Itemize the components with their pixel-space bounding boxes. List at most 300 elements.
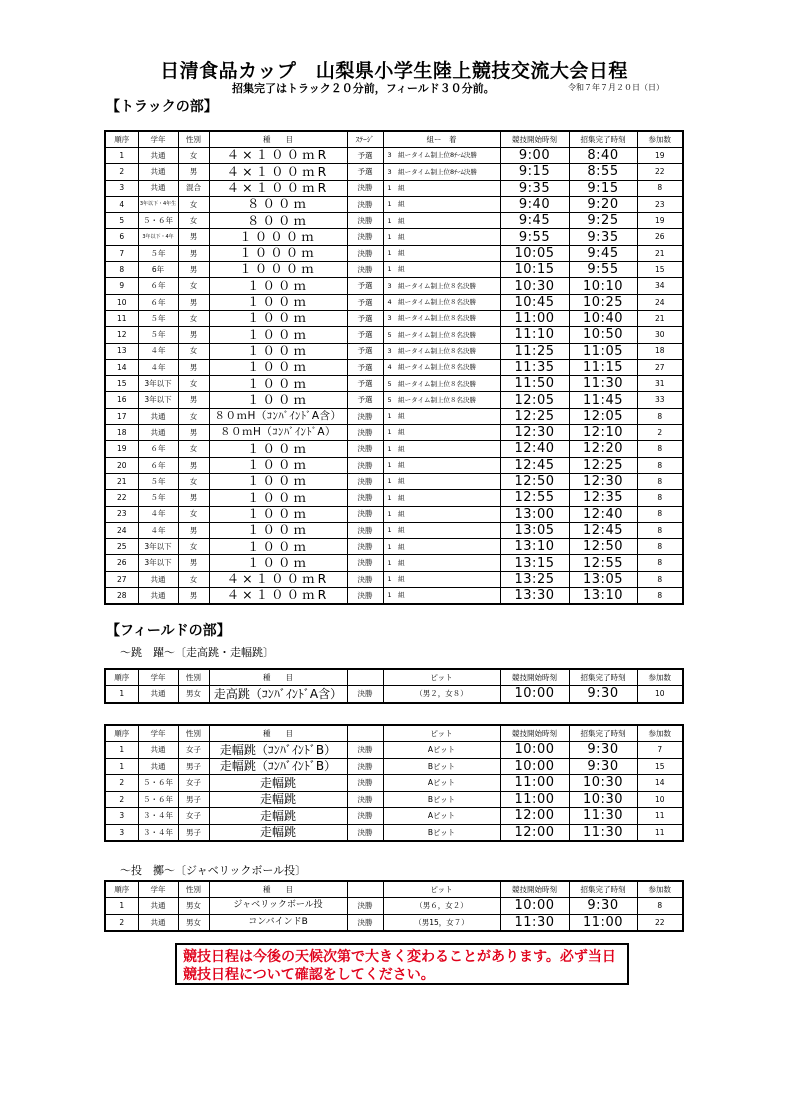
- cell-entries: 22: [637, 914, 683, 931]
- cell-call-time: 9:15: [569, 180, 637, 196]
- cell-stage: 決勝: [347, 180, 383, 196]
- cell-gender: 女: [178, 441, 209, 457]
- cell-stage: 決勝: [347, 824, 383, 841]
- cell-event: １００ｍ: [209, 294, 347, 310]
- cell-stage: 予選: [347, 278, 383, 294]
- cell-order: 13: [105, 343, 138, 359]
- cell-order: 20: [105, 457, 138, 473]
- cell-gender: 女: [178, 343, 209, 359]
- cell-stage: 決勝: [347, 245, 383, 261]
- table-row: [105, 164, 683, 180]
- cell-group: Aピット: [383, 742, 500, 759]
- weather-notice: 競技日程は今後の天候次第で大きく変わることがあります。必ず当日競技日程について確認をしてください。: [175, 943, 629, 985]
- cell-event: ４×１００ｍR: [209, 588, 347, 605]
- header-order: 順序: [105, 725, 138, 742]
- cell-start-time: 11:25: [500, 343, 569, 359]
- cell-call-time: 10:30: [569, 775, 637, 792]
- cell-start-time: 13:05: [500, 522, 569, 538]
- table-row: [105, 327, 683, 343]
- cell-gender: 女: [178, 376, 209, 392]
- header-group: 組ー 着: [383, 131, 500, 148]
- cell-call-time: 9:45: [569, 245, 637, 261]
- cell-start-time: 10:45: [500, 294, 569, 310]
- event-date: 令和７年７月２０日（日）: [568, 83, 664, 92]
- table-row: [105, 359, 683, 375]
- cell-event: ジャベリックボール投: [209, 898, 347, 915]
- cell-event: １００ｍ: [209, 376, 347, 392]
- cell-grade: ６年: [138, 441, 178, 457]
- cell-start-time: 12:55: [500, 490, 569, 506]
- cell-gender: 男: [178, 555, 209, 571]
- cell-order: 27: [105, 571, 138, 587]
- cell-event: 走幅跳: [209, 808, 347, 825]
- cell-group: 1 組: [383, 262, 500, 278]
- cell-entries: 18: [637, 343, 683, 359]
- cell-call-time: 11:00: [569, 914, 637, 931]
- cell-entries: 22: [637, 164, 683, 180]
- cell-event: ４×１００ｍR: [209, 148, 347, 164]
- cell-entries: 27: [637, 359, 683, 375]
- table-row: [105, 791, 683, 808]
- cell-call-time: 12:50: [569, 539, 637, 555]
- cell-call-time: 9:30: [569, 898, 637, 915]
- cell-stage: 決勝: [347, 522, 383, 538]
- cell-start-time: 11:50: [500, 376, 569, 392]
- cell-stage: 決勝: [347, 898, 383, 915]
- cell-order: 10: [105, 294, 138, 310]
- cell-event: １００ｍ: [209, 506, 347, 522]
- cell-entries: 15: [637, 262, 683, 278]
- cell-call-time: 10:40: [569, 310, 637, 326]
- cell-grade: 3年以下: [138, 539, 178, 555]
- cell-group: 4 組ータイム制上位８名決勝: [383, 294, 500, 310]
- cell-stage: 決勝: [347, 555, 383, 571]
- cell-start-time: 12:40: [500, 441, 569, 457]
- cell-gender: 男: [178, 327, 209, 343]
- table-row: [105, 408, 683, 424]
- cell-order: 21: [105, 473, 138, 489]
- track-schedule-table: [104, 130, 684, 605]
- cell-entries: 11: [637, 808, 683, 825]
- cell-start-time: 12:25: [500, 408, 569, 424]
- cell-gender: 男子: [178, 824, 209, 841]
- table-row: [105, 376, 683, 392]
- cell-grade: 3年以下・4年生: [138, 196, 178, 212]
- cell-order: 17: [105, 408, 138, 424]
- cell-call-time: 12:20: [569, 441, 637, 457]
- cell-order: 12: [105, 327, 138, 343]
- table-row: [105, 343, 683, 359]
- cell-group: 1 組: [383, 245, 500, 261]
- cell-order: 11: [105, 310, 138, 326]
- cell-call-time: 12:55: [569, 555, 637, 571]
- cell-start-time: 9:45: [500, 213, 569, 229]
- table-row: [105, 441, 683, 457]
- cell-grade: ３・４年: [138, 808, 178, 825]
- cell-call-time: 11:30: [569, 376, 637, 392]
- cell-call-time: 8:55: [569, 164, 637, 180]
- cell-group: 1 組: [383, 473, 500, 489]
- cell-group: Aピット: [383, 808, 500, 825]
- cell-start-time: 12:30: [500, 425, 569, 441]
- cell-grade: ５・６年: [138, 791, 178, 808]
- cell-group: （男15，女７）: [383, 914, 500, 931]
- field-section-heading: 【フィールドの部】: [106, 623, 231, 639]
- cell-start-time: 12:00: [500, 808, 569, 825]
- header-event: 種 目: [209, 669, 347, 686]
- cell-stage: 予選: [347, 327, 383, 343]
- cell-gender: 女子: [178, 742, 209, 759]
- cell-order: 1: [105, 898, 138, 915]
- cell-stage: 決勝: [347, 229, 383, 245]
- cell-order: 23: [105, 506, 138, 522]
- header-grade: 学年: [138, 881, 178, 898]
- cell-group: 3 組ータイム制上位8ﾁｰﾑ決勝: [383, 148, 500, 164]
- cell-gender: 女子: [178, 775, 209, 792]
- cell-grade: 3年以下・4年: [138, 229, 178, 245]
- cell-entries: 8: [637, 539, 683, 555]
- cell-call-time: 11:05: [569, 343, 637, 359]
- cell-stage: 予選: [347, 392, 383, 408]
- cell-stage: 決勝: [347, 196, 383, 212]
- cell-group: 5 組ータイム制上位８名決勝: [383, 327, 500, 343]
- header-stage: [347, 669, 383, 686]
- header-group: ピット: [383, 881, 500, 898]
- cell-start-time: 10:00: [500, 758, 569, 775]
- cell-order: 5: [105, 213, 138, 229]
- cell-event: １０００ｍ: [209, 229, 347, 245]
- cell-entries: 21: [637, 245, 683, 261]
- cell-event: １００ｍ: [209, 539, 347, 555]
- cell-gender: 男女: [178, 898, 209, 915]
- cell-order: 14: [105, 359, 138, 375]
- cell-start-time: 10:30: [500, 278, 569, 294]
- track-section-heading: 【トラックの部】: [106, 99, 218, 115]
- cell-order: 2: [105, 775, 138, 792]
- cell-stage: 予選: [347, 310, 383, 326]
- cell-group: （男２，女８）: [383, 686, 500, 703]
- cell-grade: 共通: [138, 686, 178, 703]
- cell-start-time: 9:15: [500, 164, 569, 180]
- cell-order: 28: [105, 588, 138, 605]
- cell-start-time: 10:00: [500, 898, 569, 915]
- header-entries: 参加数: [637, 881, 683, 898]
- cell-grade: 3年以下: [138, 392, 178, 408]
- cell-gender: 女: [178, 310, 209, 326]
- cell-grade: ５・６年: [138, 775, 178, 792]
- table-row: [105, 278, 683, 294]
- cell-start-time: 13:15: [500, 555, 569, 571]
- cell-grade: 共通: [138, 898, 178, 915]
- high-jump-table: [104, 668, 684, 704]
- cell-stage: 予選: [347, 376, 383, 392]
- cell-group: 3 組ータイム制上位８名決勝: [383, 310, 500, 326]
- cell-order: 3: [105, 180, 138, 196]
- cell-gender: 女: [178, 571, 209, 587]
- cell-gender: 混合: [178, 180, 209, 196]
- table-row: [105, 506, 683, 522]
- cell-gender: 女: [178, 506, 209, 522]
- cell-call-time: 13:10: [569, 588, 637, 605]
- table-row: [105, 686, 683, 703]
- cell-call-time: 8:40: [569, 148, 637, 164]
- cell-entries: 30: [637, 327, 683, 343]
- cell-entries: 26: [637, 229, 683, 245]
- cell-event: １００ｍ: [209, 359, 347, 375]
- table-row: [105, 898, 683, 915]
- cell-gender: 男: [178, 392, 209, 408]
- cell-gender: 女: [178, 473, 209, 489]
- cell-order: 1: [105, 148, 138, 164]
- cell-entries: 10: [637, 791, 683, 808]
- table-row: [105, 555, 683, 571]
- cell-group: 1 組: [383, 555, 500, 571]
- cell-grade: 共通: [138, 164, 178, 180]
- cell-start-time: 12:00: [500, 824, 569, 841]
- header-grade: 学年: [138, 131, 178, 148]
- cell-gender: 男: [178, 164, 209, 180]
- table-row: [105, 808, 683, 825]
- cell-gender: 男女: [178, 914, 209, 931]
- throw-subheading: ～投 擲～〔ジャベリックボール投〕: [120, 864, 307, 877]
- cell-call-time: 12:05: [569, 408, 637, 424]
- cell-call-time: 9:35: [569, 229, 637, 245]
- cell-grade: ６年: [138, 294, 178, 310]
- cell-gender: 男: [178, 229, 209, 245]
- header-stage: [347, 881, 383, 898]
- header-start-time: 競技開始時刻: [500, 881, 569, 898]
- table-row: [105, 196, 683, 212]
- cell-group: 1 組: [383, 425, 500, 441]
- cell-call-time: 10:30: [569, 791, 637, 808]
- cell-start-time: 12:45: [500, 457, 569, 473]
- header-start-time: 競技開始時刻: [500, 669, 569, 686]
- table-row: [105, 294, 683, 310]
- table-row: [105, 473, 683, 489]
- cell-gender: 男子: [178, 758, 209, 775]
- cell-entries: 8: [637, 555, 683, 571]
- cell-start-time: 10:15: [500, 262, 569, 278]
- cell-entries: 23: [637, 196, 683, 212]
- table-row: [105, 588, 683, 605]
- header-entries: 参加数: [637, 131, 683, 148]
- cell-start-time: 11:00: [500, 775, 569, 792]
- header-start-time: 競技開始時刻: [500, 131, 569, 148]
- cell-order: 1: [105, 686, 138, 703]
- cell-order: 25: [105, 539, 138, 555]
- cell-gender: 男: [178, 245, 209, 261]
- cell-entries: 8: [637, 408, 683, 424]
- cell-grade: ５年: [138, 310, 178, 326]
- cell-entries: 8: [637, 457, 683, 473]
- cell-grade: ４年: [138, 522, 178, 538]
- table-row: [105, 824, 683, 841]
- cell-event: ４×１００ｍR: [209, 180, 347, 196]
- cell-entries: 21: [637, 310, 683, 326]
- cell-grade: ５・６年: [138, 213, 178, 229]
- cell-start-time: 11:00: [500, 791, 569, 808]
- cell-group: 1 組: [383, 441, 500, 457]
- cell-grade: 共通: [138, 148, 178, 164]
- cell-entries: 8: [637, 441, 683, 457]
- cell-stage: 予選: [347, 294, 383, 310]
- cell-event: 走幅跳（ｺﾝﾊﾞｲﾝﾄﾞB）: [209, 742, 347, 759]
- cell-call-time: 12:40: [569, 506, 637, 522]
- cell-grade: 3年以下: [138, 376, 178, 392]
- cell-grade: 共通: [138, 425, 178, 441]
- cell-stage: 決勝: [347, 686, 383, 703]
- cell-event: 走高跳（ｺﾝﾊﾞｲﾝﾄﾞA含）: [209, 686, 347, 703]
- cell-group: 1 組: [383, 213, 500, 229]
- cell-order: 8: [105, 262, 138, 278]
- cell-event: ８００ｍ: [209, 213, 347, 229]
- page-title: 日清食品カップ 山梨県小学生陸上競技交流大会日程: [160, 60, 628, 82]
- cell-order: 3: [105, 808, 138, 825]
- table-row: [105, 522, 683, 538]
- cell-event: １００ｍ: [209, 490, 347, 506]
- header-event: 種 目: [209, 725, 347, 742]
- cell-group: 1 組: [383, 408, 500, 424]
- cell-call-time: 12:45: [569, 522, 637, 538]
- cell-entries: 8: [637, 571, 683, 587]
- cell-call-time: 12:35: [569, 490, 637, 506]
- header-call-time: 招集完了時刻: [569, 131, 637, 148]
- cell-group: 1 組: [383, 196, 500, 212]
- cell-event: 走幅跳（ｺﾝﾊﾞｲﾝﾄﾞB）: [209, 758, 347, 775]
- cell-order: 3: [105, 824, 138, 841]
- throw-header-row: [105, 881, 683, 898]
- cell-entries: 33: [637, 392, 683, 408]
- cell-order: 22: [105, 490, 138, 506]
- cell-call-time: 10:10: [569, 278, 637, 294]
- cell-entries: 2: [637, 425, 683, 441]
- cell-stage: 決勝: [347, 262, 383, 278]
- cell-stage: 決勝: [347, 588, 383, 605]
- header-group: ピット: [383, 725, 500, 742]
- cell-group: Aピット: [383, 775, 500, 792]
- cell-stage: 決勝: [347, 425, 383, 441]
- cell-stage: 決勝: [347, 808, 383, 825]
- cell-gender: 女子: [178, 808, 209, 825]
- header-order: 順序: [105, 131, 138, 148]
- cell-group: 1 組: [383, 506, 500, 522]
- cell-grade: 共通: [138, 758, 178, 775]
- cell-call-time: 11:45: [569, 392, 637, 408]
- cell-group: 3 組ータイム制上位８名決勝: [383, 278, 500, 294]
- cell-start-time: 12:50: [500, 473, 569, 489]
- cell-order: 9: [105, 278, 138, 294]
- cell-group: 1 組: [383, 571, 500, 587]
- table-row: [105, 392, 683, 408]
- cell-event: １００ｍ: [209, 473, 347, 489]
- cell-start-time: 13:25: [500, 571, 569, 587]
- cell-event: １００ｍ: [209, 457, 347, 473]
- cell-call-time: 11:30: [569, 808, 637, 825]
- cell-call-time: 9:30: [569, 758, 637, 775]
- table-row: [105, 742, 683, 759]
- cell-start-time: 10:00: [500, 742, 569, 759]
- table-row: [105, 229, 683, 245]
- cell-call-time: 9:25: [569, 213, 637, 229]
- cell-order: 1: [105, 758, 138, 775]
- cell-grade: 共通: [138, 588, 178, 605]
- cell-order: 4: [105, 196, 138, 212]
- cell-entries: 24: [637, 294, 683, 310]
- cell-entries: 8: [637, 506, 683, 522]
- cell-grade: ５年: [138, 245, 178, 261]
- cell-stage: 決勝: [347, 758, 383, 775]
- header-grade: 学年: [138, 669, 178, 686]
- cell-event: ４×１００ｍR: [209, 571, 347, 587]
- table-row: [105, 148, 683, 164]
- cell-entries: 19: [637, 148, 683, 164]
- table-row: [105, 457, 683, 473]
- cell-grade: ４年: [138, 506, 178, 522]
- cell-call-time: 10:25: [569, 294, 637, 310]
- cell-entries: 8: [637, 473, 683, 489]
- cell-event: 走幅跳: [209, 791, 347, 808]
- header-order: 順序: [105, 669, 138, 686]
- cell-stage: 決勝: [347, 441, 383, 457]
- cell-entries: 8: [637, 522, 683, 538]
- cell-group: 3 組ータイム制上位８名決勝: [383, 343, 500, 359]
- cell-call-time: 13:05: [569, 571, 637, 587]
- cell-grade: 共通: [138, 571, 178, 587]
- cell-event: １０００ｍ: [209, 262, 347, 278]
- cell-gender: 男: [178, 490, 209, 506]
- track-header-row: [105, 131, 683, 148]
- cell-order: 15: [105, 376, 138, 392]
- table-row: [105, 213, 683, 229]
- high-jump-header-row: [105, 669, 683, 686]
- cell-entries: 8: [637, 588, 683, 605]
- cell-order: 1: [105, 742, 138, 759]
- cell-gender: 男: [178, 359, 209, 375]
- cell-event: １００ｍ: [209, 522, 347, 538]
- cell-stage: 予選: [347, 343, 383, 359]
- cell-event: １０００ｍ: [209, 245, 347, 261]
- cell-grade: 共通: [138, 408, 178, 424]
- cell-event: ４×１００ｍR: [209, 164, 347, 180]
- cell-entries: 10: [637, 686, 683, 703]
- cell-order: 24: [105, 522, 138, 538]
- cell-entries: 15: [637, 758, 683, 775]
- cell-grade: ４年: [138, 343, 178, 359]
- cell-entries: 8: [637, 898, 683, 915]
- cell-entries: 7: [637, 742, 683, 759]
- header-group: ピット: [383, 669, 500, 686]
- header-gender: 性別: [178, 725, 209, 742]
- cell-group: 1 組: [383, 490, 500, 506]
- cell-stage: 決勝: [347, 457, 383, 473]
- cell-event: １００ｍ: [209, 555, 347, 571]
- cell-call-time: 9:20: [569, 196, 637, 212]
- cell-group: Bピット: [383, 791, 500, 808]
- table-row: [105, 775, 683, 792]
- table-row: [105, 571, 683, 587]
- cell-order: 2: [105, 791, 138, 808]
- header-entries: 参加数: [637, 669, 683, 686]
- cell-grade: ４年: [138, 359, 178, 375]
- cell-group: 4 組ータイム制上位８名決勝: [383, 359, 500, 375]
- header-grade: 学年: [138, 725, 178, 742]
- cell-group: 5 組ータイム制上位８名決勝: [383, 376, 500, 392]
- cell-grade: 共通: [138, 180, 178, 196]
- cell-grade: ５年: [138, 327, 178, 343]
- header-start-time: 競技開始時刻: [500, 725, 569, 742]
- cell-group: 5 組ータイム制上位８名決勝: [383, 392, 500, 408]
- header-gender: 性別: [178, 881, 209, 898]
